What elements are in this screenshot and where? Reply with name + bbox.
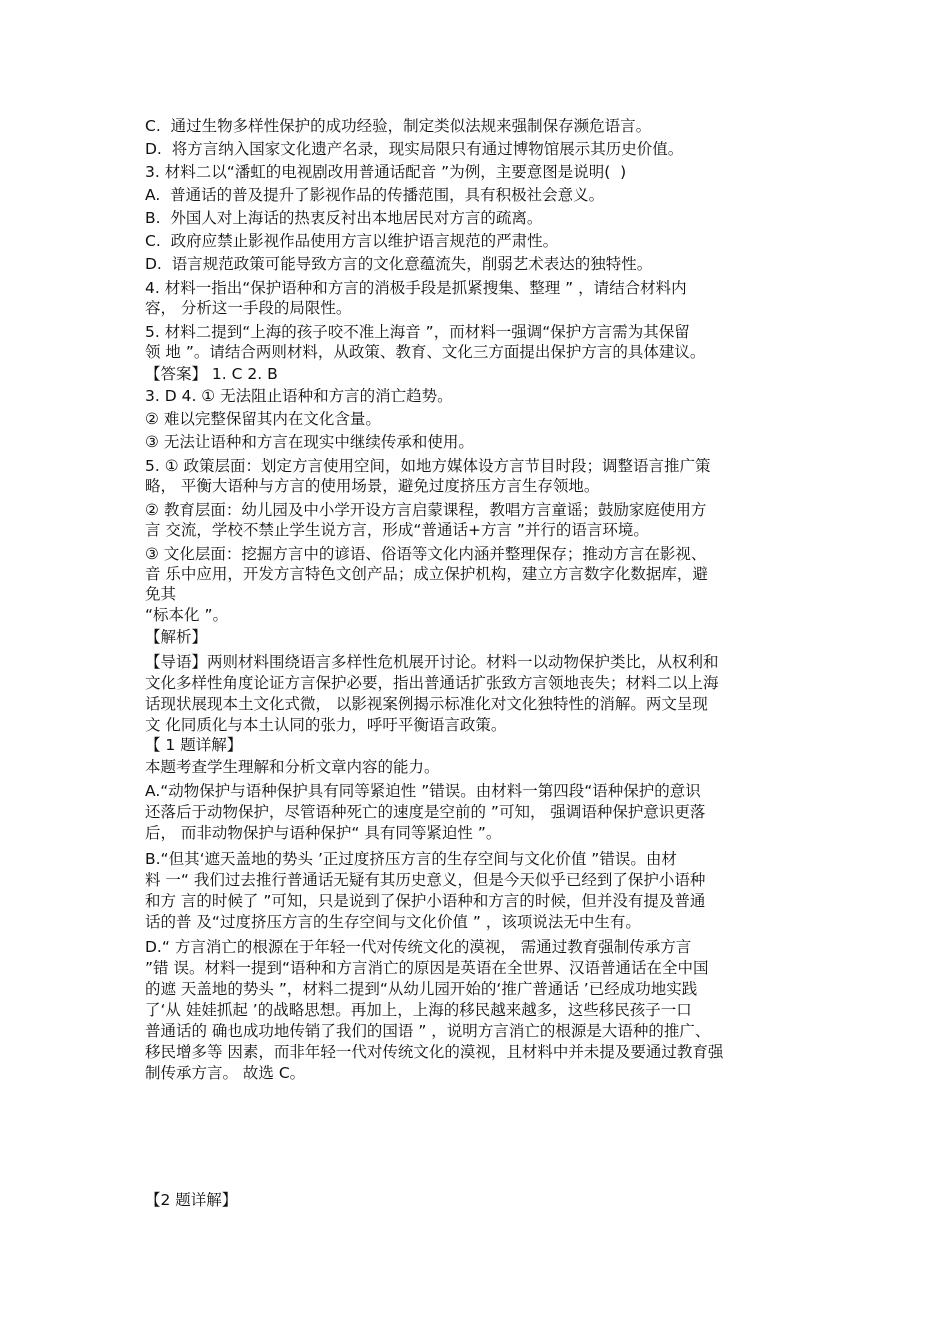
q1-detail-d-line-3: 的遮 天盖地的势头 ”，材料二提到“从幼儿园开始的‘推广普通话 ’已经成功地实践 xyxy=(145,980,698,998)
answer-4-line: 3. D 4. ① 无法阻止语种和方言的消亡趋势。 xyxy=(145,387,453,405)
q1-detail-d-line-5: 普通话的 确也成功地传销了我们的国语 ” ，说明方言消亡的根源是大语种的推广、 xyxy=(145,1022,711,1040)
q1-detail-heading: 【 1 题详解】 xyxy=(145,736,243,754)
answer-5-policy-line-1: 5. ① 政策层面：划定方言使用空间，如地方媒体设方言节目时段；调整语言推广策 xyxy=(145,457,711,475)
answer-5-policy-line-2: 略， 平衡大语种与方言的使用场景，避免过度挤压方言生存领地。 xyxy=(145,477,600,495)
answer-5-education-line-1: ② 教育层面：幼儿园及中小学开设方言启蒙课程，教唱方言童谣；鼓励家庭使用方 xyxy=(145,501,707,519)
q1-detail-d-line-6: 移民增多等 因素，而非年轻一代对传统文化的漠视，且材料中并未提及要通过教育强 xyxy=(145,1043,724,1061)
answer-5-culture-line-1: ③ 文化层面：挖掘方言中的谚语、俗语等文化内涵并整理保存；推动方言在影视、 xyxy=(145,545,707,563)
q1-detail-a-line-2: 还落后于动物保护，尽管语种死亡的速度是空前的 ”可知， 强调语种保护意识更落 xyxy=(145,803,706,821)
question-3: 3. 材料二以“潘虹的电视剧改用普通话配音 ”为例，主要意图是说明( ) xyxy=(145,163,627,181)
answer-5-culture-line-4: “标本化 ”。 xyxy=(145,606,228,624)
intro-line-4: 文 化同质化与本土认同的张力，呼吁平衡语言政策。 xyxy=(145,716,507,734)
question-5-line-2: 领 地 ”。请结合两则材料，从政策、教育、文化三方面提出保护方言的具体建议。 xyxy=(145,343,706,361)
q3-option-c: C. 政府应禁止影视作品使用方言以维护语言规范的严肃性。 xyxy=(145,232,559,250)
intro-line-3: 话现状展现本土文化式微， 以影视案例揭示标准化对文化独特性的消解。两文呈现 xyxy=(145,695,708,713)
analysis-heading: 【解析】 xyxy=(145,628,208,646)
intro-line-2: 文化多样性角度论证方言保护必要，指出普通话扩张致方言领地丧失；材料二以上海 xyxy=(145,674,719,692)
q3-option-a: A. 普通话的普及提升了影视作品的传播范围，具有积极社会意义。 xyxy=(145,186,605,204)
q3-option-b: B. 外国人对上海话的热衷反衬出本地居民对方言的疏离。 xyxy=(145,209,543,227)
q1-detail-d-line-1: D.“ 方言消亡的根源在于年轻一代对传统文化的漠视， 需通过教育强制传承方言 xyxy=(145,938,692,956)
question-4-line-1: 4. 材料一指出“保护语种和方言的消极手段是抓紧搜集、整理 ” ，请结合材料内 xyxy=(145,279,687,297)
q1-detail-b-line-4: 话的普 及“过度挤压方言的生存空间与文化价值 ” ，该项说法无中生有。 xyxy=(145,913,641,931)
answer-5-culture-line-2: 音 乐中应用，开发方言特色文创产品；成立保护机构，建立方言数字化数据库，避 xyxy=(145,565,708,583)
answer-5-culture-line-3: 免其 xyxy=(145,585,177,603)
q1-detail-intro: 本题考查学生理解和分析文章内容的能力。 xyxy=(145,758,440,776)
option-d-line: D. 将方言纳入国家文化遗产名录，现实局限只有通过博物馆展示其历史价值。 xyxy=(145,140,684,158)
q1-detail-d-line-7: 制传承方言。 故选 C。 xyxy=(145,1064,306,1082)
q3-option-d: D. 语言规范政策可能导致方言的文化意蕴流失，削弱艺术表达的独特性。 xyxy=(145,255,653,273)
q1-detail-d-line-4: 了‘从 娃娃抓起 ’的战略思想。再加上，上海的移民越来越多，这些移民孩子一口 xyxy=(145,1001,692,1019)
option-c-line: C. 通过生物多样性保护的成功经验，制定类似法规来强制保存濒危语言。 xyxy=(145,117,652,135)
q2-detail-heading: 【2 题详解】 xyxy=(145,1191,238,1209)
answer-5-education-line-2: 言 交流，学校不禁止学生说方言，形成“普通话+方言 ”并行的语言环境。 xyxy=(145,521,649,539)
answer-heading: 【答案】 1. C 2. B xyxy=(145,365,278,383)
question-4-line-2: 容， 分析这一手段的局限性。 xyxy=(145,299,352,317)
q1-detail-b-line-1: B.“但其‘遮天盖地的势头 ’正过度挤压方言的生存空间与文化价值 ”错误。由材 xyxy=(145,850,677,868)
q1-detail-b-line-2: 料 一“ 我们过去推行普通话无疑有其历史意义，但是今天似乎已经到了保护小语种 xyxy=(145,871,706,889)
question-5-line-1: 5. 材料二提到“上海的孩子咬不准上海音 ”，而材料一强调“保护方言需为其保留 xyxy=(145,323,690,341)
q1-detail-d-line-2: ”错 误。材料一提到“语种和方言消亡的原因是英语在全世界、汉语普通话在全中国 xyxy=(145,959,709,977)
answer-4-point-2: ② 难以完整保留其内在文化含量。 xyxy=(145,410,381,428)
q1-detail-b-line-3: 和方 言的时候了 ”可知，只是说到了保护小语种和方言的时候，但并没有提及普通 xyxy=(145,892,706,910)
intro-line-1: 【导语】两则材料围绕语言多样性危机展开讨论。材料一以动物保护类比，从权利和 xyxy=(145,653,719,671)
q1-detail-a-line-3: 后， 而非动物保护与语种保护“ 具有同等紧迫性 ”。 xyxy=(145,824,502,842)
q1-detail-a-line-1: A.“动物保护与语种保护具有同等紧迫性 ”错误。由材料一第四段“语种保护的意识 xyxy=(145,782,701,800)
answer-4-point-3: ③ 无法让语种和方言在现实中继续传承和使用。 xyxy=(145,433,474,451)
